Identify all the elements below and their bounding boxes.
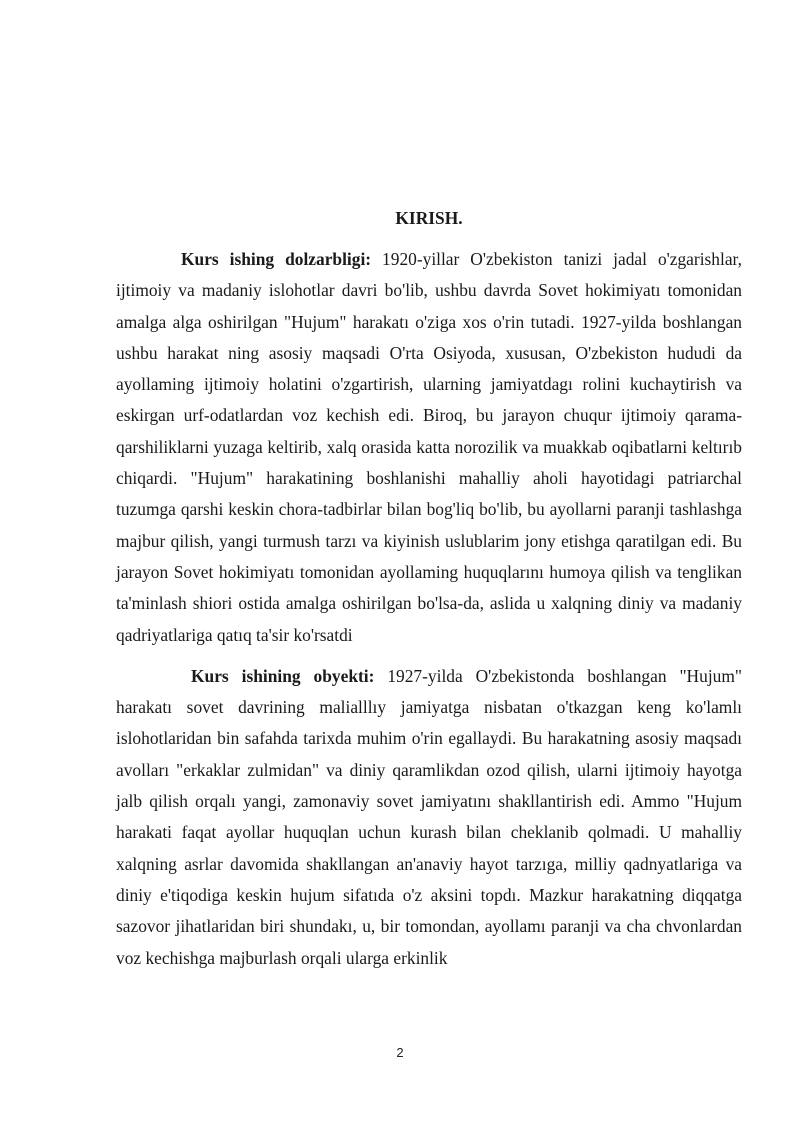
paragraph-relevance	[116, 244, 742, 651]
paragraph-text: 1927-yilda O'zbekistonda boshlangan "Hujum" harakatı sovet davrining malialllıy jamiyatga nisbatan o'tkazgan keng ko'lamlı islohotlaridan bin safahda tarixda muhim o'rin egallaydi. Bu harakatning asosiy maqsadı avolları "erkaklar zulmidan" va diniy qaramlikdan ozod qilish, ularni ijtimoiy hayotga jalb qilish orqalı yangi, zamonaviy sovet jamiyatını shakllantirish edi. Ammo "Hujum harakati faqat ayollar huquqlan uchun kurash bilan cheklanib qolmadi. U mahalliy xalqning asrlar davomida shakllangan an'anaviy hayot tarzıga, milliy qadnyatlariga va diniy e'tiqodiga keskin hujum sifatıda o'z aksini topdı. Mazkur harakatning diqqatga sazovor jihatlaridan biri shundakı, u, bir tomondan, ayollamı paranji va cha chvonlardan voz kechishga majburlash orqali ularga erkinlik	[116, 665, 742, 968]
paragraph-lead: Kurs ishing dolzarbligi:	[181, 249, 372, 269]
page-content	[116, 203, 742, 974]
paragraph-text: 1920-yillar O'zbekiston tanizi jadal o'zgarishlar, ijtimoiy va madaniy islohotlar davri bo'lib, ushbu davrda Sovet hokimiyatı tomonidan amalga alga oshirilgan "Hujum" harakatı o'ziga xos o'rin tutadi. 1927-yilda boshlangan ushbu harakat ning asosiy maqsadi O'rta Osiyoda, xususan, O'zbekiston hududi da ayollaming ijtimoiy holatini o'zgartirish, ularning jamiyatdagı rolini kuchaytirish va eskirgan urf-odatlardan voz kechish edi. Biroq, bu jarayon chuqur ijtimoiy qarama-qarshiliklarni yuzaga keltirib, xalq orasida katta norozilik va muakkab oqibatlarni keltırıb chiqardi. "Hujum" harakatining boshlanishi mahalliy aholi hayotidagi patriarchal tuzumga qarshi keskin chora-tadbirlar bilan bog'liq bo'lib, bu ayollarni paranji tashlashga majbur qilish, yangi turmush tarzı va kiyinish uslublarim jony etishga qaratilgan edi. Bu jarayon Sovet hokimiyatı tomonidan ayollaming huquqlarını humoya qilish va tenglikan ta'minlash shiori ostida amalga oshirilgan bo'lsa-da, aslida u xalqning diniy va madaniy qadriyatlariga qatıq ta'sir ko'rsatdi	[116, 249, 742, 645]
paragraph-object	[116, 661, 742, 974]
section-heading: KIRISH.	[395, 208, 463, 228]
paragraph-lead: Kurs ishining obyekti:	[191, 665, 375, 686]
page-number: 2	[396, 1045, 404, 1060]
